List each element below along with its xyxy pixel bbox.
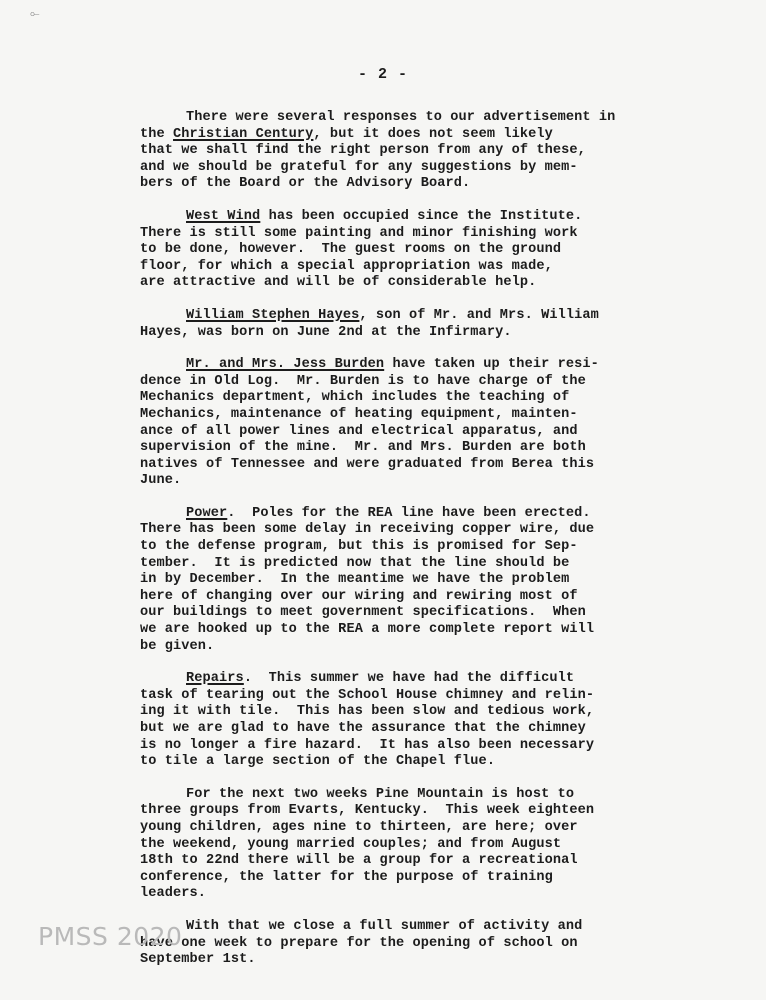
text-line [140, 226, 660, 243]
text-run: Hayes, was born on June 2nd at the Infirmary. [140, 324, 512, 340]
text-run: is no longer a fire hazard. It has also been necessary [140, 737, 595, 753]
paragraph [140, 110, 660, 193]
text-run: floor, for which a special appropriation was made, [140, 258, 553, 274]
text-run: , but it does not seem likely [313, 126, 553, 142]
text-line [140, 919, 660, 936]
underlined-heading: Mr. and Mrs. Jess Burden [186, 357, 385, 373]
text-line [140, 952, 660, 969]
text-run: June. [140, 473, 182, 489]
text-run: There were several responses to our advertisement in [186, 110, 616, 125]
text-run: to the defense program, but this is promised for Sep- [140, 539, 578, 555]
text-run: here of changing over our wiring and rewiring most of [140, 588, 578, 604]
underlined-heading: West Wind [186, 208, 261, 224]
paragraph [140, 787, 660, 903]
text-run: . This summer we have had the difficult [243, 671, 575, 687]
corner-pencil-mark: ⟜ [30, 6, 40, 20]
paragraph [140, 357, 660, 490]
paragraph [140, 209, 660, 292]
text-line [140, 506, 660, 523]
paragraph [140, 308, 660, 341]
text-run: ance of all power lines and electrical apparatus, and [140, 423, 578, 439]
text-run: to be done, however. The guest rooms on the ground [140, 242, 562, 258]
text-line [140, 209, 660, 226]
text-run: have one week to prepare for the opening of school on [140, 935, 578, 951]
paragraph [140, 919, 660, 969]
document-body [140, 110, 660, 985]
text-run: dence in Old Log. Mr. Burden is to have charge of the [140, 373, 586, 389]
text-run: are attractive and will be of considerable help. [140, 275, 537, 291]
text-line [140, 176, 660, 193]
text-line [140, 473, 660, 490]
text-line [140, 639, 660, 656]
text-line [140, 407, 660, 424]
text-run: in by December. In the meantime we have the problem [140, 572, 570, 588]
text-line [140, 424, 660, 441]
text-line [140, 275, 660, 292]
text-run: young children, ages nine to thirteen, are here; over [140, 819, 578, 835]
underlined-heading: Christian Century [173, 126, 314, 142]
text-run: bers of the Board or the Advisory Board. [140, 176, 471, 192]
text-run: but we are glad to have the assurance that the chimney [140, 721, 586, 736]
text-line [140, 870, 660, 887]
text-line [140, 539, 660, 556]
text-run: There has been some delay in receiving copper wire, due [140, 522, 595, 538]
text-run: conference, the latter for the purpose of training [140, 869, 553, 885]
text-line [140, 259, 660, 276]
text-line [140, 143, 660, 160]
text-run: the weekend, young married couples; and from August [140, 836, 562, 852]
text-line [140, 440, 660, 457]
text-run: three groups from Evarts, Kentucky. This week eighteen [140, 803, 595, 819]
text-run: that we shall find the right person from any of these, [140, 143, 586, 159]
text-run: our buildings to meet government specifications. When [140, 605, 586, 621]
text-line [140, 738, 660, 755]
text-line [140, 605, 660, 622]
page-number: - 2 - [357, 66, 408, 83]
text-line [140, 572, 660, 589]
text-run: task of tearing out the School House chimney and relin- [140, 687, 595, 703]
text-line [140, 853, 660, 870]
text-line [140, 886, 660, 903]
underlined-heading: Repairs [186, 671, 244, 687]
text-line [140, 457, 660, 474]
text-line [140, 721, 660, 738]
text-line [140, 936, 660, 953]
paragraph [140, 671, 660, 771]
text-line [140, 622, 660, 639]
text-run: tember. It is predicted now that the line should be [140, 555, 570, 571]
text-run: the [140, 126, 174, 142]
text-line [140, 242, 660, 259]
text-line [140, 671, 660, 688]
text-line [140, 754, 660, 771]
paragraph [140, 506, 660, 655]
text-run: supervision of the mine. Mr. and Mrs. Burden are both [140, 440, 586, 456]
text-run: to tile a large section of the Chapel flue. [140, 754, 496, 770]
text-run: 18th to 22nd there will be a group for a recreational [140, 853, 578, 869]
text-run: . Poles for the REA line have been erected. [227, 505, 591, 521]
text-line [140, 688, 660, 705]
text-run: Mechanics, maintenance of heating equipment, mainten- [140, 406, 578, 422]
text-run: natives of Tennessee and were graduated from Berea this [140, 456, 595, 472]
text-run: leaders. [140, 886, 207, 902]
text-run: ing it with tile. This has been slow and tedious work, [140, 704, 595, 720]
text-line [140, 787, 660, 804]
text-line [140, 522, 660, 539]
text-run: For the next two weeks Pine Mountain is host to [186, 786, 575, 802]
text-run: be given. [140, 638, 215, 654]
text-line [140, 308, 660, 325]
text-line [140, 357, 660, 374]
text-line [140, 390, 660, 407]
text-run: , son of Mr. and Mrs. William [359, 307, 599, 323]
underlined-heading: Power [186, 505, 228, 521]
text-line [140, 803, 660, 820]
text-line [140, 325, 660, 342]
text-line [140, 160, 660, 177]
text-line [140, 589, 660, 606]
archive-watermark: PMSS 2020 [38, 922, 183, 951]
text-run: have taken up their resi- [384, 357, 599, 373]
text-line [140, 127, 660, 144]
text-run: has been occupied since the Institute. [260, 208, 583, 224]
text-line [140, 556, 660, 573]
text-run: we are hooked up to the REA a more complete report will [140, 622, 595, 638]
text-run: Mechanics department, which includes the teaching of [140, 390, 570, 406]
text-line [140, 110, 660, 127]
underlined-heading: William Stephen Hayes [186, 307, 360, 323]
text-line [140, 837, 660, 854]
text-run: and we should be grateful for any suggestions by mem- [140, 159, 578, 175]
text-line [140, 704, 660, 721]
text-run: September 1st. [140, 952, 256, 968]
text-line [140, 374, 660, 391]
text-line [140, 820, 660, 837]
text-run: There is still some painting and minor finishing work [140, 225, 578, 241]
text-run: With that we close a full summer of activity and [186, 918, 583, 934]
